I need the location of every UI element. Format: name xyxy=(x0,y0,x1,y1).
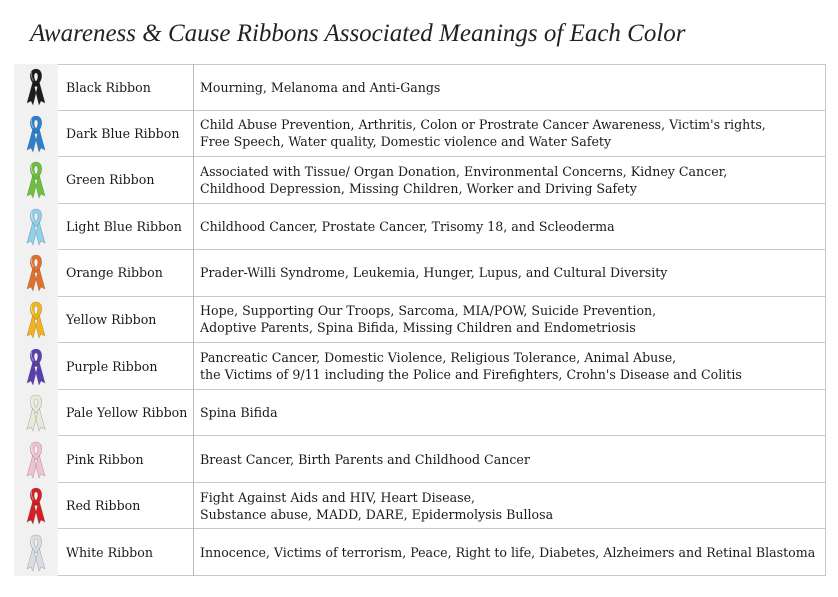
ribbon-meaning xyxy=(194,483,826,530)
meaning-line: Fight Against Aids and HIV, Heart Disease, xyxy=(200,489,476,505)
table-row xyxy=(14,436,826,483)
green-ribbon-icon xyxy=(25,160,47,200)
meaning-line: Prader-Willi Syndrome, Leukemia, Hunger, Lupus, and Cultural Diversity xyxy=(200,265,668,281)
meaning-line: Childhood Depression, Missing Children, Worker and Driving Safety xyxy=(200,180,637,196)
ribbon-cell xyxy=(14,390,58,437)
ribbon-cell xyxy=(14,483,58,530)
table-row xyxy=(14,483,826,530)
meaning-line: Spina Bifida xyxy=(200,405,278,421)
ribbon-name: Pale Yellow Ribbon xyxy=(58,390,194,437)
purple-ribbon-icon xyxy=(25,347,47,387)
black-ribbon-icon xyxy=(25,67,47,107)
ribbon-meaning xyxy=(194,343,826,390)
table-row xyxy=(14,204,826,251)
ribbon-meaning xyxy=(194,390,826,437)
ribbon-cell xyxy=(14,529,58,576)
ribbon-cell xyxy=(14,297,58,344)
meaning-line: Pancreatic Cancer, Domestic Violence, Religious Tolerance, Animal Abuse, xyxy=(200,350,677,366)
ribbon-meaning xyxy=(194,111,826,158)
ribbon-meaning xyxy=(194,297,826,344)
meaning-line: Hope, Supporting Our Troops, Sarcoma, MIA/POW, Suicide Prevention, xyxy=(200,303,657,319)
ribbon-name: Purple Ribbon xyxy=(58,343,194,390)
table-row xyxy=(14,343,826,390)
ribbon-meaning xyxy=(194,157,826,204)
page-title: Awareness & Cause Ribbons Associated Meanings of Each Color xyxy=(30,20,686,47)
meaning-line: Innocence, Victims of terrorism, Peace, Right to life, Diabetes, Alzheimers and Retinal Blastoma xyxy=(200,544,816,560)
meaning-line: Breast Cancer, Birth Parents and Childhood Cancer xyxy=(200,451,530,467)
ribbon-meaning xyxy=(194,250,826,297)
red-ribbon-icon xyxy=(25,486,47,526)
table-row xyxy=(14,64,826,111)
table-row xyxy=(14,157,826,204)
ribbon-meaning xyxy=(194,204,826,251)
pink-ribbon-icon xyxy=(25,440,47,480)
meaning-line: Substance abuse, MADD, DARE, Epidermolysis Bullosa xyxy=(200,506,554,522)
table-row xyxy=(14,250,826,297)
ribbon-name: Yellow Ribbon xyxy=(58,297,194,344)
white-ribbon-icon xyxy=(25,533,47,573)
ribbon-name: Black Ribbon xyxy=(58,64,194,111)
pale-yellow-ribbon-icon xyxy=(25,393,47,433)
ribbon-cell xyxy=(14,64,58,111)
table-row xyxy=(14,529,826,576)
ribbon-meaning xyxy=(194,436,826,483)
meaning-line: Free Speech, Water quality, Domestic violence and Water Safety xyxy=(200,134,612,150)
ribbon-cell xyxy=(14,204,58,251)
ribbon-name: Pink Ribbon xyxy=(58,436,194,483)
meaning-line: Adoptive Parents, Spina Bifida, Missing Children and Endometriosis xyxy=(200,320,636,336)
table-row xyxy=(14,390,826,437)
table-row xyxy=(14,111,826,158)
meaning-line: the Victims of 9/11 including the Police and Firefighters, Crohn's Disease and Colitis xyxy=(200,367,742,383)
ribbon-name: Light Blue Ribbon xyxy=(58,204,194,251)
meaning-line: Mourning, Melanoma and Anti-Gangs xyxy=(200,79,441,95)
light-blue-ribbon-icon xyxy=(25,207,47,247)
meaning-line: Childhood Cancer, Prostate Cancer, Trisomy 18, and Scleoderma xyxy=(200,218,615,234)
meaning-line: Child Abuse Prevention, Arthritis, Colon or Prostrate Cancer Awareness, Victim's rights, xyxy=(200,117,766,133)
orange-ribbon-icon xyxy=(25,253,47,293)
ribbon-name: White Ribbon xyxy=(58,529,194,576)
ribbon-table xyxy=(14,64,826,576)
yellow-ribbon-icon xyxy=(25,300,47,340)
ribbon-cell xyxy=(14,111,58,158)
dark-blue-ribbon-icon xyxy=(25,114,47,154)
meaning-line: Associated with Tissue/ Organ Donation, Environmental Concerns, Kidney Cancer, xyxy=(200,163,728,179)
ribbon-cell xyxy=(14,250,58,297)
ribbon-name: Red Ribbon xyxy=(58,483,194,530)
table-row xyxy=(14,297,826,344)
ribbon-meaning xyxy=(194,529,826,576)
ribbon-name: Orange Ribbon xyxy=(58,250,194,297)
ribbon-name: Green Ribbon xyxy=(58,157,194,204)
ribbon-meaning xyxy=(194,64,826,111)
ribbon-cell xyxy=(14,157,58,204)
ribbon-cell xyxy=(14,343,58,390)
ribbon-cell xyxy=(14,436,58,483)
ribbon-name: Dark Blue Ribbon xyxy=(58,111,194,158)
